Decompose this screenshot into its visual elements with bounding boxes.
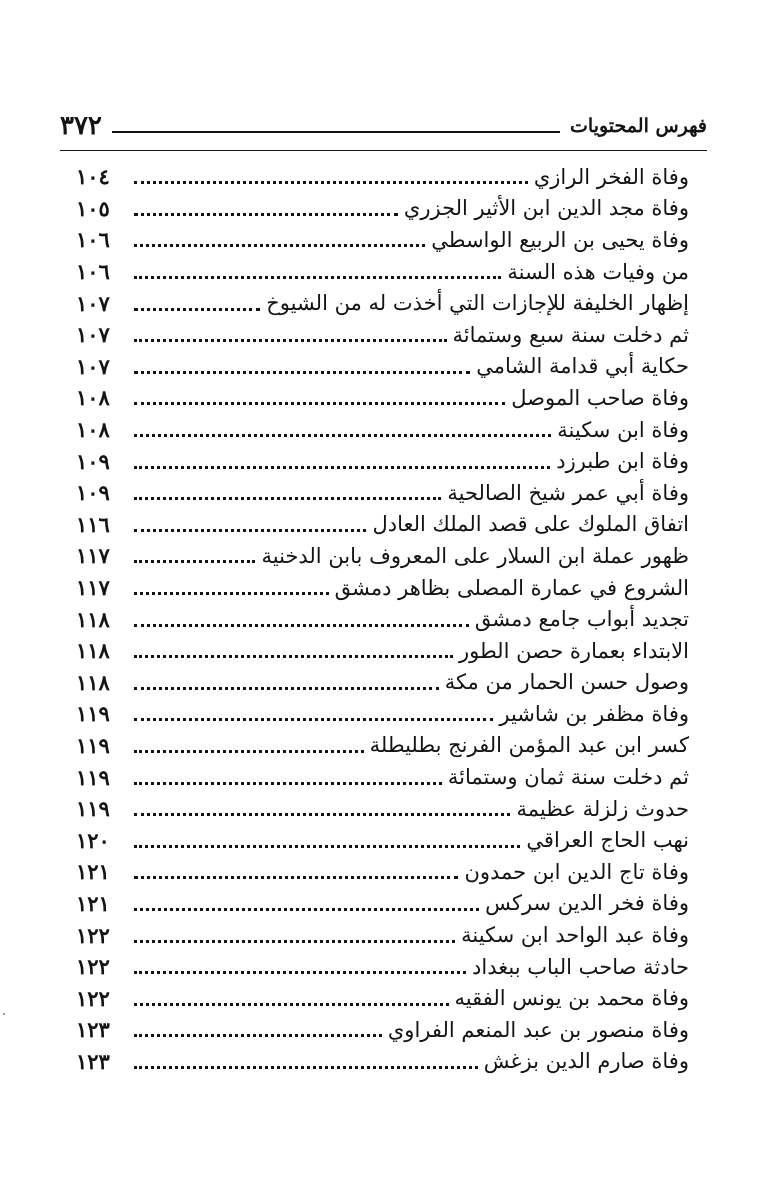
toc-entry-title: نهب الحاج العراقي — [526, 828, 689, 853]
toc-entry-title: وفاة صارم الدين بزغش — [483, 1049, 689, 1074]
toc-entry — [76, 793, 689, 825]
dot-leader — [134, 181, 528, 184]
toc-entry-page: ١٢٢ — [76, 985, 110, 1011]
toc-entry-page: ١٠٦ — [76, 227, 110, 253]
toc-entry-title: الابتداء بعمارة حصن الطور — [458, 638, 689, 663]
toc-entry-title: حكاية أبي قدامة الشامي — [476, 354, 689, 379]
dot-leader — [134, 718, 493, 721]
dot-leader — [134, 592, 329, 595]
toc-entry — [76, 982, 689, 1014]
toc-entry — [76, 919, 689, 951]
dot-leader — [134, 813, 510, 816]
toc-entry-title: من وفيات هذه السنة — [507, 259, 689, 284]
toc-entry-title: وفاة صاحب الموصل — [511, 385, 689, 410]
toc-entry-page: ١٠٦ — [76, 259, 110, 285]
dot-leader — [134, 466, 550, 469]
toc-entry-page: ١٢٠ — [76, 827, 110, 853]
toc-entry — [76, 540, 689, 572]
dot-leader — [134, 244, 425, 247]
header-rule — [112, 131, 560, 133]
toc-entry — [76, 572, 689, 604]
dot-leader — [134, 971, 466, 974]
toc-entry-title: وفاة عبد الواحد ابن سكينة — [461, 923, 689, 948]
toc-entry-page: ١٠٩ — [76, 480, 110, 506]
toc-entry-title: ثم دخلت سنة سبع وستمائة — [452, 322, 689, 347]
toc-entry-title: حدوث زلزلة عظيمة — [516, 796, 689, 821]
toc-entry — [76, 509, 689, 541]
toc-entry-page: ١٠٩ — [76, 448, 110, 474]
dot-leader — [134, 213, 398, 216]
dot-leader — [134, 276, 501, 279]
toc-entry — [76, 477, 689, 509]
toc-entry — [76, 319, 689, 351]
toc-entry-title: وفاة أبي عمر شيخ الصالحية — [447, 480, 689, 505]
toc-entry — [76, 1014, 689, 1046]
toc-entry-page: ١١٩ — [76, 732, 110, 758]
toc-entry-title: إظهار الخليفة للإجازات التي أخذت له من الشيوخ — [266, 291, 689, 316]
toc-entry-page: ١١٧ — [76, 575, 110, 601]
toc-entry-page: ١٢٣ — [76, 1048, 110, 1074]
dot-leader — [134, 339, 447, 342]
toc-entry — [76, 161, 689, 193]
toc-entry-page: ١٢١ — [76, 890, 110, 916]
dot-leader — [134, 529, 366, 532]
toc-entry-page: ١٠٧ — [76, 290, 110, 316]
dot-leader — [134, 750, 364, 753]
dot-leader — [134, 371, 470, 374]
toc-entry — [76, 445, 689, 477]
toc-entry-title: اتفاق الملوك على قصد الملك العادل — [372, 512, 689, 537]
toc-entry — [76, 382, 689, 414]
dot-leader — [134, 1066, 478, 1069]
toc-entry-page: ١١٦ — [76, 511, 110, 537]
toc-entry-page: ١٠٥ — [76, 195, 110, 221]
toc-entry-page: ١٠٧ — [76, 322, 110, 348]
dot-leader — [134, 687, 439, 690]
toc-entry-page: ١٠٧ — [76, 353, 110, 379]
toc-entry-page: ١٢٢ — [76, 954, 110, 980]
dot-leader — [134, 782, 442, 785]
toc-entry-title: حادثة صاحب الباب ببغداد — [472, 954, 689, 979]
dot-leader — [134, 908, 479, 911]
toc-entry-title: كسر ابن عبد المؤمن الفرنج بطليطلة — [369, 733, 689, 758]
toc-entry-page: ١٢٣ — [76, 1017, 110, 1043]
toc-entry-page: ١١٩ — [76, 701, 110, 727]
dot-leader — [134, 560, 255, 563]
toc-entry-title: ظهور عملة ابن السلار على المعروف بابن الدخنية — [261, 543, 689, 568]
dot-leader — [134, 845, 520, 848]
toc-entry-title: وفاة ابن طبرزد — [556, 449, 689, 474]
toc-entry-page: ١١٧ — [76, 543, 110, 569]
dot-leader — [134, 1034, 382, 1037]
dot-leader — [134, 940, 455, 943]
toc-entry — [76, 256, 689, 288]
running-header — [60, 108, 707, 144]
dot-leader — [134, 497, 441, 500]
toc-entry-title: وفاة تاج الدين ابن حمدون — [464, 859, 689, 884]
toc-entry — [76, 761, 689, 793]
toc-entry-title: وفاة فخر الدين سركس — [485, 891, 689, 916]
scan-speck — [3, 1013, 5, 1015]
toc-entry-title: وفاة يحيى بن الربيع الواسطي — [431, 227, 689, 252]
dot-leader — [134, 434, 551, 437]
toc-entry-page: ١٠٨ — [76, 385, 110, 411]
header-divider — [60, 150, 707, 151]
dot-leader — [134, 402, 505, 405]
toc-entry-page: ١١٨ — [76, 669, 110, 695]
toc-entry-title: وفاة ابن سكينة — [557, 417, 689, 442]
table-of-contents — [76, 161, 689, 1077]
toc-entry-page: ١٠٤ — [76, 164, 110, 190]
toc-entry-page: ١١٩ — [76, 764, 110, 790]
dot-leader — [134, 876, 458, 879]
toc-entry-title: وفاة الفخر الرازي — [533, 164, 689, 189]
toc-entry — [76, 730, 689, 762]
toc-entry — [76, 224, 689, 256]
toc-entry-title: تجديد أبواب جامع دمشق — [474, 607, 689, 632]
toc-entry-title: وفاة مجد الدين ابن الأثير الجزري — [403, 196, 689, 221]
toc-entry-page: ١٠٨ — [76, 417, 110, 443]
toc-entry-page: ١١٨ — [76, 606, 110, 632]
toc-entry-page: ١١٨ — [76, 638, 110, 664]
header-page-number: ٣٧٢ — [60, 111, 102, 141]
dot-leader — [134, 308, 260, 311]
toc-entry — [76, 824, 689, 856]
toc-entry — [76, 287, 689, 319]
toc-entry — [76, 193, 689, 225]
toc-entry — [76, 351, 689, 383]
toc-entry — [76, 667, 689, 699]
toc-entry — [76, 888, 689, 920]
toc-entry-page: ١٢٢ — [76, 922, 110, 948]
toc-entry-title: وصول حسن الحمار من مكة — [444, 670, 689, 695]
toc-entry-title: وفاة منصور بن عبد المنعم الفراوي — [387, 1017, 689, 1042]
dot-leader — [134, 1003, 449, 1006]
toc-entry — [76, 1046, 689, 1078]
dot-leader — [134, 624, 469, 627]
toc-entry-title: الشروع في عمارة المصلى بظاهر دمشق — [334, 575, 689, 600]
toc-entry-title: ثم دخلت سنة ثمان وستمائة — [447, 765, 689, 790]
toc-entry — [76, 635, 689, 667]
toc-entry-title: وفاة محمد بن يونس الفقيه — [454, 986, 689, 1011]
dot-leader — [134, 655, 453, 658]
header-title: فهرس المحتويات — [570, 115, 707, 137]
toc-entry-page: ١٢١ — [76, 859, 110, 885]
toc-entry-page: ١١٩ — [76, 796, 110, 822]
toc-entry-title: وفاة مظفر بن شاشير — [499, 701, 689, 726]
toc-entry — [76, 698, 689, 730]
toc-entry — [76, 603, 689, 635]
toc-entry — [76, 414, 689, 446]
toc-entry — [76, 856, 689, 888]
toc-entry — [76, 951, 689, 983]
